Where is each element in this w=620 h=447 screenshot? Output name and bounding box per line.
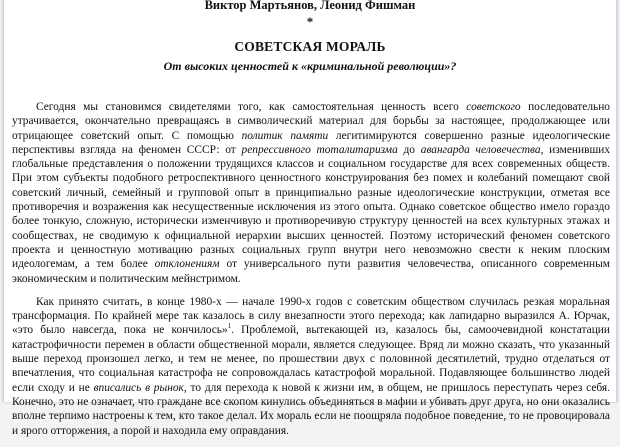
- document-page: [3, 0, 617, 437]
- p1-text-1: Сегодня мы становимся свидетелями того, как самостоятельная ценность всего: [36, 101, 467, 113]
- p2-text-1: Как принято считать, в конце 1980-х — начале 1990-х годов с советским обществом случилась резкая моральная трансформация. По крайней мере так казалось в силу внезапности этого перехода; как лапидарно выразился А. Юрчак, «это было навсегда, пока не кончилось»: [12, 295, 610, 337]
- p2-text-2: . Проблемой, вытекающей из, казалось бы, самоочевидной констатации катастрофичности перемен в области общественной морали, является следующее. Вряд ли можно сказать, что указанный выше переход произошел легко, и тем не менее, по прошествии двух с половиной десятилетий, трудно отделаться от впечатления, что социальная катастрофа не сопровождалась катастрофой моральной. Подавляющее большинство людей если сходу и не: [12, 324, 610, 394]
- p1-text-4: до: [397, 143, 421, 156]
- footnote-ref-1[interactable]: 1: [227, 322, 232, 331]
- paragraph-1: [12, 100, 610, 286]
- p1-text-5: , изменивших глобальные представления о положении трудящихся классов и социальном государстве для всех современных обществ. При этом субъекты подобного ретроспективного ценностного конструирования без помех и колебаний помещают свой советский личный, семейный и групповой опыт в принципиально разные идеологические конструкции, отметая все противоречия и возражения как несущественные исключения из этого опыта. Однако советское общество имело гораздо более тонкую, сложную, исторически изменчивую и противоречивую структуру ценностей на всех культурных этажах и сообществах, не сводимую к официальной иерархии высших ценностей. Поэтому исторический феномен советского проекта и ценностную мотивацию разных социальных групп внутри него невозможно свести к неким плоским идеологемам, а тем более: [12, 143, 611, 271]
- article-subtitle: От высоких ценностей к «криминальной революции»?: [163, 59, 457, 73]
- p1-italic-3: репрессивного тоталитаризма: [241, 143, 398, 156]
- article-title: СОВЕТСКАЯ МОРАЛЬ: [234, 39, 386, 54]
- article-body: [12, 100, 610, 447]
- p2-italic-1: вписались в рынок: [93, 381, 184, 394]
- p1-italic-5: отклонениям: [154, 258, 220, 271]
- p1-text-3: легитимируются совершенно разные идеологические перспективы взгляда на феномен СССР: от: [12, 129, 611, 156]
- paragraph-2: [12, 295, 610, 438]
- p2-text-3: , то для перехода к новой к жизни им, в общем, не пришлось переступать через себя. Конечно, это не означает, что граждане все скопом кинулись объединяться в мафии и убивать друг друга, но они оказались вполне терпимо настроены к тем, кто такое делал. Их мораль если не поощряла подобное поведение, то не провоцировала и ярого отторжения, а порой и находила ему оправдания.: [12, 381, 611, 437]
- p1-italic-2: политик памяти: [241, 129, 329, 142]
- authors-line: Виктор Мартьянов, Леонид Фишман: [204, 0, 416, 12]
- p1-italic-1: советского: [466, 101, 521, 113]
- p1-text-6: от универсального пути развития человечества, описанного современным экономическим и политическим мейнстримом.: [12, 258, 610, 285]
- separator-asterisk: *: [306, 14, 314, 29]
- p1-text-2: последовательно утрачивается, окончательно превращаясь в символический материал для борьбы за настоящее, продолжающее или отрицающее советский опыт. С помощью: [12, 101, 610, 142]
- p1-italic-4: авангарда человечества: [420, 143, 541, 156]
